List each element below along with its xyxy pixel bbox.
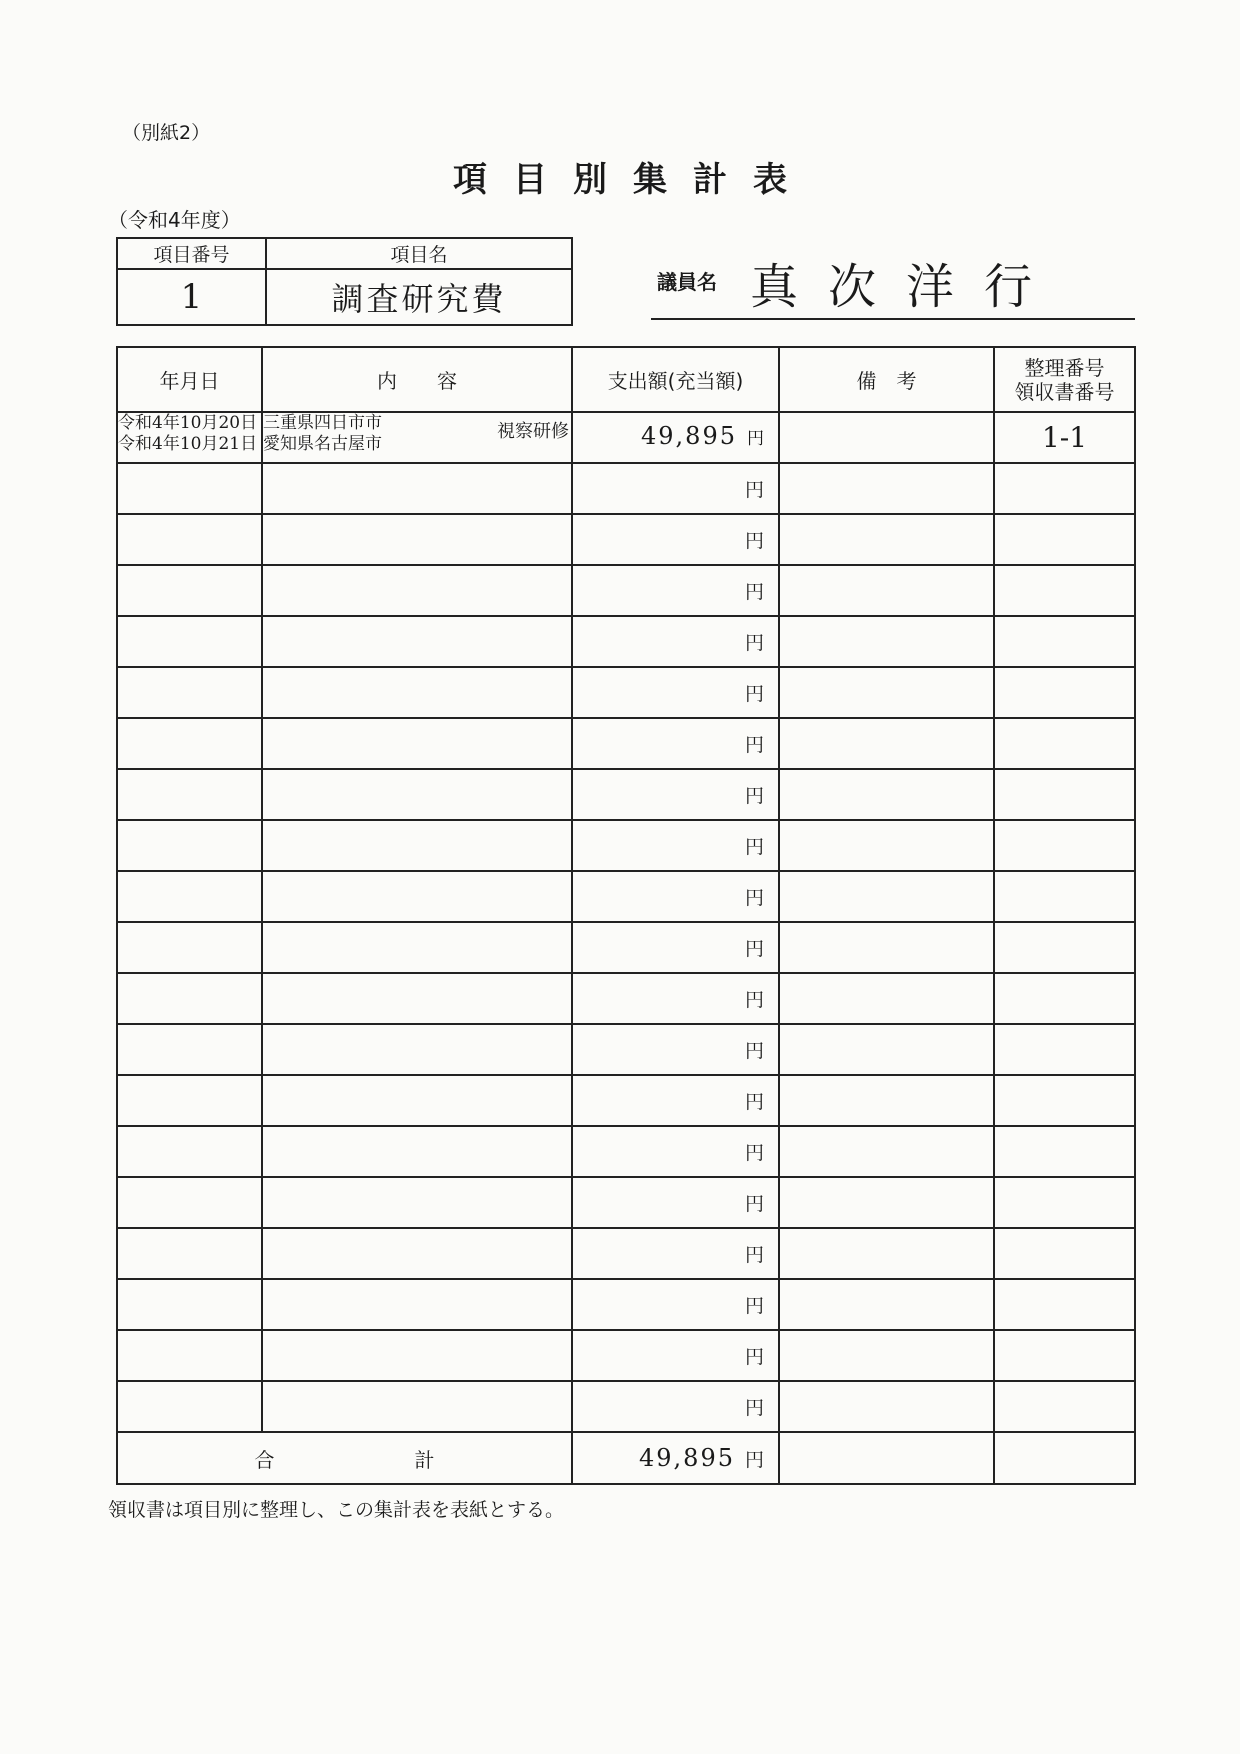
yen-unit: 円 (744, 479, 764, 501)
content-cell (262, 922, 572, 973)
table-row (117, 871, 1135, 922)
content-cell (262, 412, 572, 463)
table-row (117, 922, 1135, 973)
remarks-cell (779, 1228, 994, 1279)
table-row (117, 973, 1135, 1024)
yen-unit: 円 (744, 530, 764, 552)
table-row (117, 1075, 1135, 1126)
amount-cell (572, 463, 779, 514)
amount-cell (572, 616, 779, 667)
content-cell (262, 1279, 572, 1330)
header-receipt-line2: 領収書番号 (1014, 379, 1115, 404)
amount-cell (572, 1381, 779, 1432)
content-cell (262, 514, 572, 565)
remarks-cell (779, 820, 994, 871)
total-remarks-cell (779, 1432, 994, 1484)
date-cell (117, 667, 262, 718)
table-row (117, 616, 1135, 667)
member-name: 真次洋行 (750, 259, 1063, 315)
yen-unit: 円 (744, 1142, 764, 1164)
remarks-cell (779, 1330, 994, 1381)
amount-cell (572, 1279, 779, 1330)
table-row (117, 1177, 1135, 1228)
date-cell (117, 922, 262, 973)
date-cell (117, 1330, 262, 1381)
remarks-cell (779, 565, 994, 616)
receipt-cell (994, 718, 1135, 769)
item-number-value: 1 (117, 269, 266, 325)
receipt-cell (994, 1330, 1135, 1381)
receipt-cell (994, 769, 1135, 820)
content-cell (262, 973, 572, 1024)
purpose-text: 視察研修 (497, 421, 569, 442)
content-cell (262, 769, 572, 820)
date-cell (117, 412, 262, 463)
remarks-cell (779, 616, 994, 667)
date-cell (117, 1381, 262, 1432)
member-label: 議員名 (657, 270, 717, 294)
receipt-cell (994, 1126, 1135, 1177)
receipt-cell (994, 616, 1135, 667)
date-cell (117, 616, 262, 667)
table-row (117, 1330, 1135, 1381)
yen-unit: 円 (744, 1040, 764, 1062)
yen-unit: 円 (744, 887, 764, 909)
total-label: 合 計 (117, 1432, 572, 1484)
yen-unit: 円 (744, 1397, 764, 1419)
yen-unit: 円 (744, 1295, 764, 1317)
amount-cell (572, 1330, 779, 1381)
member-name-underline (651, 318, 1135, 320)
table-row (117, 718, 1135, 769)
content-line: 三重県四日市市 (263, 413, 382, 433)
content-cell (262, 871, 572, 922)
date-cell (117, 1126, 262, 1177)
content-cell (262, 1228, 572, 1279)
receipt-cell (994, 820, 1135, 871)
item-table (116, 237, 573, 326)
date-cell (117, 820, 262, 871)
table-row (117, 667, 1135, 718)
amount-cell (572, 1126, 779, 1177)
table-row (117, 769, 1135, 820)
yen-unit: 円 (744, 1193, 764, 1215)
date-cell (117, 1024, 262, 1075)
receipt-cell (994, 1075, 1135, 1126)
remarks-cell (779, 769, 994, 820)
header-amount: 支出額(充当額) (572, 347, 779, 412)
date-line: 令和4年10月21日 (118, 434, 258, 454)
content-cell (262, 1381, 572, 1432)
yen-unit: 円 (744, 989, 764, 1011)
receipt-cell (994, 565, 1135, 616)
receipt-cell: 1-1 (994, 412, 1135, 463)
date-cell (117, 514, 262, 565)
content-cell (262, 616, 572, 667)
receipt-cell (994, 922, 1135, 973)
receipt-cell (994, 514, 1135, 565)
remarks-cell (779, 1177, 994, 1228)
remarks-cell (779, 718, 994, 769)
yen-unit: 円 (744, 1091, 764, 1113)
receipt-cell (994, 463, 1135, 514)
amount-cell (572, 1177, 779, 1228)
table-row (117, 1381, 1135, 1432)
date-line: 令和4年10月20日 (118, 413, 258, 433)
attachment-label: （別紙2） (122, 122, 211, 144)
total-row (117, 1432, 1135, 1484)
remarks-cell (779, 1024, 994, 1075)
date-cell (117, 1075, 262, 1126)
yen-unit: 円 (744, 734, 764, 756)
remarks-cell (779, 871, 994, 922)
receipt-cell (994, 973, 1135, 1024)
amount-cell (572, 667, 779, 718)
content-cell (262, 565, 572, 616)
item-name-header: 項目名 (266, 238, 572, 269)
amount-cell (572, 769, 779, 820)
content-cell (262, 820, 572, 871)
content-cell (262, 718, 572, 769)
table-row (117, 1024, 1135, 1075)
header-date: 年月日 (117, 347, 262, 412)
date-cell (117, 463, 262, 514)
item-name-value: 調査研究費 (266, 269, 572, 325)
yen-unit: 円 (744, 1346, 764, 1368)
remarks-cell (779, 1279, 994, 1330)
table-row (117, 1279, 1135, 1330)
remarks-cell (779, 1381, 994, 1432)
date-cell (117, 1279, 262, 1330)
remarks-cell (779, 922, 994, 973)
yen-unit: 円 (744, 683, 764, 705)
table-row (117, 463, 1135, 514)
amount-cell (572, 1075, 779, 1126)
amount-cell (572, 1024, 779, 1075)
amount-cell (572, 565, 779, 616)
content-cell (262, 1330, 572, 1381)
amount-cell (572, 1228, 779, 1279)
remarks-cell (779, 412, 994, 463)
yen-unit: 円 (744, 581, 764, 603)
table-row (117, 565, 1135, 616)
amount-cell (572, 871, 779, 922)
date-cell (117, 565, 262, 616)
header-receipt-line1: 整理番号 (1024, 355, 1105, 380)
amount-cell (572, 412, 779, 463)
receipt-cell (994, 1177, 1135, 1228)
receipt-cell (994, 1228, 1135, 1279)
yen-unit: 円 (744, 1244, 764, 1266)
amount-cell (572, 922, 779, 973)
amount-cell (572, 718, 779, 769)
date-cell (117, 718, 262, 769)
yen-unit: 円 (744, 836, 764, 858)
table-row (117, 412, 1135, 463)
receipt-cell (994, 1024, 1135, 1075)
yen-unit: 円 (744, 785, 764, 807)
remarks-cell (779, 463, 994, 514)
remarks-cell (779, 1126, 994, 1177)
date-cell (117, 1177, 262, 1228)
item-number-header: 項目番号 (117, 238, 266, 269)
table-row (117, 1126, 1135, 1177)
receipt-cell (994, 667, 1135, 718)
receipt-cell (994, 871, 1135, 922)
date-cell (117, 973, 262, 1024)
content-cell (262, 1177, 572, 1228)
content-cell (262, 1024, 572, 1075)
content-cell (262, 667, 572, 718)
table-row (117, 1228, 1135, 1279)
yen-unit: 円 (744, 938, 764, 960)
date-cell (117, 871, 262, 922)
remarks-cell (779, 667, 994, 718)
fiscal-year: （令和4年度） (108, 208, 241, 232)
remarks-cell (779, 1075, 994, 1126)
amount-value: 49,895 (641, 421, 737, 450)
table-row (117, 820, 1135, 871)
header-content: 内 容 (262, 347, 572, 412)
amount-cell (572, 820, 779, 871)
content-cell (262, 463, 572, 514)
remarks-cell (779, 973, 994, 1024)
content-cell (262, 1075, 572, 1126)
content-line: 愛知県名古屋市 (263, 434, 382, 454)
page-title: 項目別集計表 (453, 160, 813, 200)
footnote: 領収書は項目別に整理し、この集計表を表紙とする。 (108, 1499, 565, 1521)
remarks-cell (779, 514, 994, 565)
amount-cell (572, 973, 779, 1024)
receipt-cell (994, 1381, 1135, 1432)
expense-table (116, 346, 1136, 1485)
total-amount-value: 49,895 (639, 1444, 735, 1472)
total-receipt-cell (994, 1432, 1135, 1484)
content-cell (262, 1126, 572, 1177)
table-row (117, 514, 1135, 565)
yen-unit: 円 (747, 428, 764, 449)
header-receipt (994, 347, 1135, 412)
header-remarks: 備 考 (779, 347, 994, 412)
amount-cell (572, 514, 779, 565)
total-amount-cell (572, 1432, 779, 1484)
date-cell (117, 769, 262, 820)
yen-unit: 円 (744, 1449, 764, 1471)
receipt-cell (994, 1279, 1135, 1330)
date-cell (117, 1228, 262, 1279)
yen-unit: 円 (744, 632, 764, 654)
